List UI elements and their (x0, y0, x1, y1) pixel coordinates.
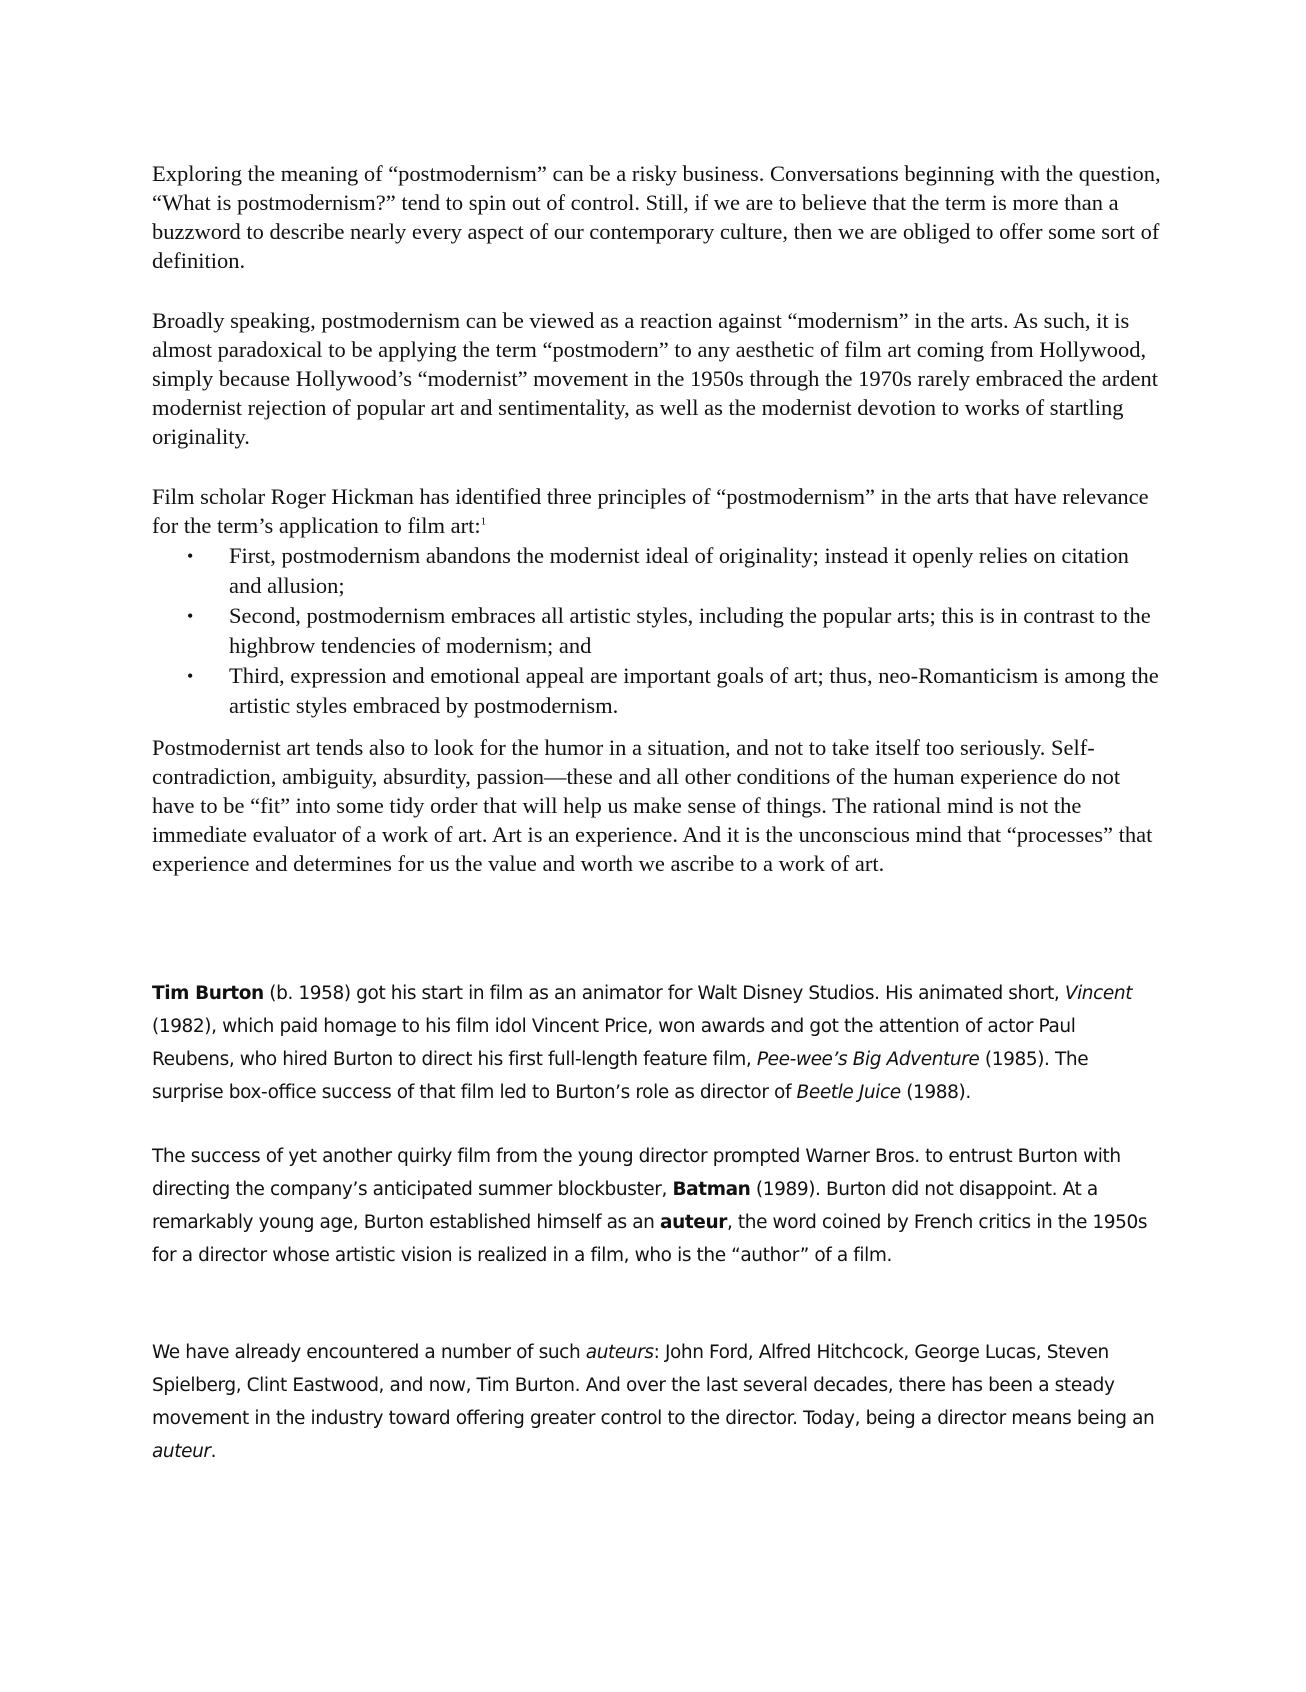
key-term: auteurs (585, 1342, 654, 1363)
film-title: Pee-wee’s Big Adventure (756, 1049, 980, 1070)
footnote-reference: 1 (480, 515, 487, 528)
text-span: (b. 1958) got his start in film as an animator for Walt Disney Studios. His animated short, (263, 983, 1065, 1004)
batman-paragraph (152, 1140, 1162, 1272)
text-span: (1985). The surprise box-office success of that film led to Burton’s role as director of (152, 1049, 1089, 1103)
principle-text: Third, expression and emotional appeal are important goals of art; thus, neo-Romanticism is among the artistic styles embraced by postmodernism. (229, 663, 1159, 718)
hickman-text: Film scholar Roger Hickman has identified three principles of “postmodernism” in the arts that have relevance for the term’s application to film art: (152, 484, 1149, 538)
intro-text: Exploring the meaning of “postmodernism” can be a risky business. Conversations beginning with the question, “What is postmodernism?” tend to spin out of control. Still, if we are to believe that the term is more than a buzzword to describe nearly every aspect of our contemporary culture, then we are obliged to offer some sort of definition. (152, 161, 1161, 273)
list-item (187, 661, 1162, 721)
principles-list (187, 541, 1162, 721)
modernism-reaction-paragraph (152, 306, 1162, 451)
bullet-icon: • (187, 546, 194, 566)
humor-text: Postmodernist art tends also to look for the humor in a situation, and not to take itself too seriously. Self-contradiction, ambiguity, absurdity, passion—these and all other conditions of the human experience do not have to be “fit” into some tidy order that will help us make sense of things. The rational mind is not the immediate evaluator of a work of art. Art is an experience. And it is the unconscious mind that “processes” that experience and determines for us the value and worth we ascribe to a work of art. (152, 735, 1153, 876)
principle-text: First, postmodernism abandons the modernist ideal of originality; instead it openly relies on citation and allusion; (229, 543, 1129, 598)
key-term: auteur (152, 1441, 211, 1462)
film-title: Batman (672, 1179, 751, 1200)
text-span: We have already encountered a number of such (152, 1342, 586, 1363)
text-span: , the word coined by French critics in the 1950s for a director whose artistic vision is realized in a film, who is the “author” of a film. (152, 1212, 1148, 1266)
bullet-icon: • (187, 666, 194, 686)
film-title: Beetle Juice (796, 1082, 901, 1103)
director-name: Tim Burton (152, 983, 264, 1004)
principle-text: Second, postmodernism embraces all artistic styles, including the popular arts; this is in contrast to the highbrow tendencies of modernism; and (229, 603, 1151, 658)
text-span: (1988). (900, 1082, 971, 1103)
list-item (187, 601, 1162, 661)
key-term: auteur (660, 1212, 727, 1233)
text-span: (1982), which paid homage to his film idol Vincent Price, won awards and got the attention of actor Paul Reubens, who hired Burton to direct his first full-length feature film, (152, 1016, 1076, 1070)
burton-career-paragraph (152, 977, 1162, 1109)
humor-paragraph (152, 733, 1162, 878)
text-span: : John Ford, Alfred Hitchcock, George Lucas, Steven Spielberg, Clint Eastwood, and now, Tim Burton. And over the last several decades, there has been a steady movement in the industry toward offering greater control to the director. Today, being a director means being an (152, 1342, 1155, 1429)
hickman-paragraph (152, 482, 1162, 540)
film-title: Vincent (1064, 983, 1133, 1004)
bullet-icon: • (187, 606, 194, 626)
reaction-text: Broadly speaking, postmodernism can be viewed as a reaction against “modernism” in the arts. As such, it is almost paradoxical to be applying the term “postmodern” to any aesthetic of film art coming from Hollywood, simply because Hollywood’s “modernist” movement in the 1950s through the 1970s rarely embraced the ardent modernist rejection of popular art and sentimentality, as well as the modernist devotion to works of startling originality. (152, 308, 1158, 449)
text-span: (1989). Burton did not disappoint. At a remarkably young age, Burton established himself as an (152, 1179, 1098, 1233)
list-item (187, 541, 1162, 601)
text-span: . (210, 1441, 217, 1462)
auteurs-paragraph (152, 1336, 1162, 1468)
intro-paragraph (152, 159, 1162, 275)
text-span: The success of yet another quirky film from the young director prompted Warner Bros. to entrust Burton with directing the company’s anticipated summer blockbuster, (152, 1146, 1121, 1200)
